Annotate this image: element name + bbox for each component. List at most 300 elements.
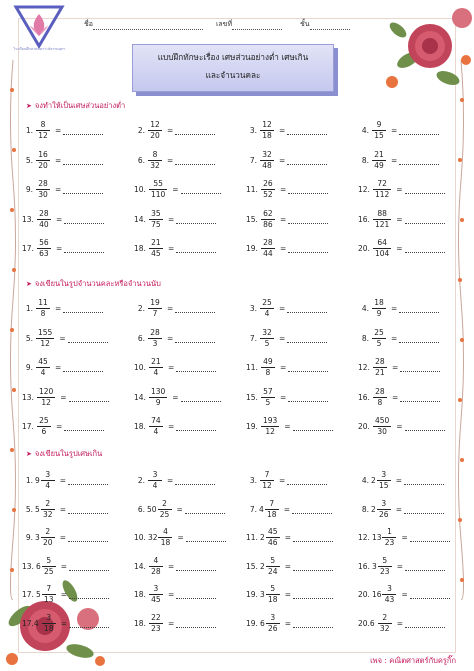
numerator: 25 bbox=[262, 298, 272, 307]
denominator: 24 bbox=[267, 566, 278, 576]
answer-blank[interactable] bbox=[69, 619, 109, 628]
item-number: 16. bbox=[358, 392, 370, 402]
denominator: 45 bbox=[151, 249, 161, 258]
numerator: 3 bbox=[46, 612, 52, 622]
answer-blank[interactable] bbox=[399, 304, 439, 313]
answer-blank[interactable] bbox=[63, 156, 103, 165]
equals-sign: = bbox=[283, 504, 291, 514]
answer-blank[interactable] bbox=[186, 533, 226, 542]
class-label: ชั้น bbox=[300, 20, 310, 28]
numerator: 3 bbox=[381, 498, 387, 508]
denominator: 26 bbox=[267, 623, 278, 633]
answer-blank[interactable] bbox=[175, 126, 215, 135]
fraction bbox=[267, 556, 279, 577]
denominator: 4 bbox=[40, 368, 46, 377]
equals-sign: = bbox=[167, 476, 174, 485]
fraction bbox=[261, 328, 273, 349]
denominator: 23 bbox=[151, 623, 161, 633]
item-number: 3. bbox=[249, 126, 257, 135]
exercise-item bbox=[22, 179, 103, 200]
exercise-item bbox=[134, 150, 215, 171]
answer-blank[interactable] bbox=[288, 185, 328, 194]
denominator: 75 bbox=[151, 219, 161, 229]
exercise-item bbox=[246, 328, 327, 349]
numerator: 9 bbox=[376, 120, 382, 129]
numerator: 3 bbox=[387, 584, 392, 593]
whole-number: 50 bbox=[147, 504, 157, 514]
equals-sign: = bbox=[279, 214, 287, 224]
item-number: 1. bbox=[25, 304, 33, 313]
answer-blank[interactable] bbox=[400, 363, 440, 372]
answer-blank[interactable] bbox=[175, 334, 215, 343]
answer-blank[interactable] bbox=[405, 244, 445, 253]
fraction bbox=[373, 328, 385, 349]
denominator: 86 bbox=[263, 219, 273, 229]
denominator: 40 bbox=[39, 219, 49, 229]
numerator: 28 bbox=[375, 357, 385, 366]
fraction bbox=[262, 209, 274, 230]
fraction bbox=[261, 298, 273, 319]
exercise-item bbox=[22, 584, 109, 605]
exercise-item bbox=[22, 209, 104, 230]
section-title-1 bbox=[26, 100, 125, 112]
answer-blank[interactable] bbox=[176, 363, 216, 372]
whole-number: 3 bbox=[371, 561, 377, 571]
item-number: 16. bbox=[358, 214, 370, 224]
exercise-item bbox=[134, 613, 216, 634]
exercise-item bbox=[22, 357, 103, 378]
denominator: 46 bbox=[267, 538, 278, 547]
answer-blank[interactable] bbox=[293, 422, 333, 431]
equals-sign: = bbox=[391, 155, 398, 165]
equals-sign: = bbox=[396, 185, 403, 194]
denominator: 26 bbox=[379, 509, 389, 519]
exercise-item bbox=[246, 179, 328, 200]
equals-sign: = bbox=[59, 476, 67, 485]
answer-blank[interactable] bbox=[405, 185, 445, 194]
item-number: 15. bbox=[246, 214, 258, 224]
item-number: 8. bbox=[361, 504, 369, 514]
answer-blank[interactable] bbox=[293, 590, 333, 599]
answer-blank[interactable] bbox=[399, 126, 439, 135]
answer-blank[interactable] bbox=[293, 562, 333, 571]
fraction bbox=[150, 179, 166, 200]
numerator: 26 bbox=[263, 179, 273, 188]
denominator: 44 bbox=[263, 249, 273, 258]
item-number: 19. bbox=[246, 244, 258, 253]
equals-sign: = bbox=[396, 422, 403, 431]
item-number: 13. bbox=[22, 214, 34, 224]
fraction bbox=[374, 179, 390, 200]
numerator: 8 bbox=[152, 149, 158, 159]
denominator: 18 bbox=[43, 623, 54, 633]
item-number: 9. bbox=[25, 533, 33, 542]
exercise-item bbox=[246, 387, 328, 408]
exercise-item bbox=[358, 584, 450, 605]
numerator: 28 bbox=[39, 208, 49, 218]
exercise-item bbox=[22, 499, 108, 520]
numerator: 2 bbox=[45, 498, 51, 508]
numerator: 56 bbox=[39, 238, 49, 247]
fraction bbox=[38, 238, 50, 259]
numerator: 25 bbox=[39, 416, 49, 425]
fraction bbox=[42, 470, 54, 491]
answer-blank[interactable] bbox=[400, 393, 440, 402]
item-number: 8. bbox=[361, 155, 369, 165]
numerator: 55 bbox=[153, 179, 163, 188]
answer-blank[interactable] bbox=[293, 533, 333, 542]
fraction bbox=[43, 613, 55, 634]
answer-blank[interactable] bbox=[64, 244, 104, 253]
fraction bbox=[37, 328, 53, 349]
answer-blank[interactable] bbox=[288, 215, 328, 224]
answer-blank[interactable] bbox=[175, 304, 215, 313]
answer-blank[interactable] bbox=[176, 562, 216, 571]
answer-blank[interactable] bbox=[185, 505, 225, 514]
exercise-item bbox=[358, 556, 445, 577]
numerator: 5 bbox=[270, 555, 276, 565]
equals-sign: = bbox=[167, 363, 175, 372]
fraction bbox=[37, 150, 49, 171]
fraction bbox=[38, 387, 54, 408]
fraction bbox=[383, 584, 395, 605]
exercise-item bbox=[134, 527, 226, 548]
fraction bbox=[150, 613, 162, 634]
whole-number: 5 bbox=[35, 590, 41, 599]
exercise-item bbox=[134, 556, 216, 577]
whole-number: 2 bbox=[371, 476, 376, 485]
fraction bbox=[42, 527, 54, 548]
answer-blank[interactable] bbox=[176, 215, 216, 224]
numerator: 21 bbox=[151, 357, 161, 366]
denominator: 4 bbox=[153, 427, 159, 436]
fraction bbox=[37, 298, 49, 319]
fraction bbox=[43, 584, 55, 605]
answer-blank[interactable] bbox=[288, 393, 328, 402]
equals-sign: = bbox=[167, 244, 175, 253]
answer-blank[interactable] bbox=[405, 422, 445, 431]
numerator: 2 bbox=[45, 527, 51, 536]
equals-sign: = bbox=[60, 392, 67, 402]
item-number: 20. bbox=[358, 244, 370, 253]
numerator: 5 bbox=[382, 555, 388, 565]
denominator: 3 bbox=[152, 338, 158, 348]
denominator: 20 bbox=[38, 160, 48, 170]
whole-number: 3 bbox=[35, 533, 40, 542]
equals-sign: = bbox=[167, 422, 175, 431]
answer-blank[interactable] bbox=[63, 363, 103, 372]
exercise-item bbox=[358, 209, 445, 230]
answer-blank[interactable] bbox=[176, 590, 216, 599]
answer-blank[interactable] bbox=[287, 334, 327, 343]
item-number: 11. bbox=[246, 533, 258, 542]
answer-blank[interactable] bbox=[176, 244, 216, 253]
numerator: 193 bbox=[262, 416, 278, 425]
fraction bbox=[262, 416, 278, 437]
equals-sign: = bbox=[55, 363, 62, 372]
denominator: 28 bbox=[151, 566, 161, 576]
item-number: 10. bbox=[134, 533, 146, 542]
item-number: 2. bbox=[137, 304, 145, 313]
equals-sign: = bbox=[55, 244, 63, 253]
exercise-item bbox=[358, 387, 440, 408]
fraction bbox=[374, 387, 386, 408]
fraction bbox=[261, 470, 273, 491]
answer-blank[interactable] bbox=[68, 476, 108, 485]
exercise-item bbox=[22, 120, 103, 141]
fraction bbox=[149, 120, 161, 141]
answer-blank[interactable] bbox=[288, 363, 328, 372]
item-number: 4. bbox=[361, 304, 369, 313]
item-number: 6. bbox=[137, 155, 145, 165]
equals-sign: = bbox=[60, 618, 67, 628]
fraction bbox=[150, 209, 162, 230]
fraction bbox=[150, 357, 162, 378]
title-line-1: แบบฝึกทักษะเรื่อง เศษส่วนอย่างต่ำ เศษเกิน bbox=[157, 52, 309, 62]
exercise-item bbox=[134, 584, 216, 605]
denominator: 20 bbox=[150, 131, 160, 140]
equals-sign: = bbox=[279, 476, 286, 485]
item-number: 18. bbox=[134, 590, 146, 599]
answer-blank[interactable] bbox=[404, 505, 444, 514]
whole-number: 5 bbox=[35, 504, 40, 514]
exercise-item bbox=[358, 179, 445, 200]
denominator: 13 bbox=[43, 595, 54, 604]
equals-sign: = bbox=[279, 244, 287, 253]
numerator: 32 bbox=[262, 149, 272, 159]
answer-blank[interactable] bbox=[176, 619, 216, 628]
fraction bbox=[38, 416, 50, 437]
denominator: 25 bbox=[159, 509, 170, 519]
answer-blank[interactable] bbox=[181, 393, 221, 402]
denominator: 23 bbox=[384, 538, 395, 547]
item-number: 7. bbox=[249, 333, 257, 343]
whole-number: 6 bbox=[35, 561, 41, 571]
item-number: 19. bbox=[246, 618, 258, 628]
denominator: 121 bbox=[374, 219, 390, 229]
fraction bbox=[267, 527, 279, 548]
answer-blank[interactable] bbox=[68, 334, 108, 343]
equals-sign: = bbox=[60, 590, 68, 599]
answer-blank[interactable] bbox=[175, 476, 215, 485]
answer-blank[interactable] bbox=[63, 126, 103, 135]
worksheet-title bbox=[132, 44, 334, 92]
numerator: 2 bbox=[162, 498, 167, 508]
fraction bbox=[262, 179, 274, 200]
item-number: 9. bbox=[25, 185, 33, 194]
fraction bbox=[159, 527, 171, 548]
numerator: 19 bbox=[150, 298, 160, 307]
section-title-text: จงทำให้เป็นเศษส่วนอย่างต่ำ bbox=[34, 101, 126, 110]
answer-blank[interactable] bbox=[399, 334, 439, 343]
class-field bbox=[300, 19, 350, 30]
item-number: 10. bbox=[134, 185, 146, 194]
fraction bbox=[379, 556, 391, 577]
equals-sign: = bbox=[59, 533, 67, 542]
numerator: 21 bbox=[374, 149, 384, 159]
denominator: 18 bbox=[267, 595, 278, 604]
whole-number: 3 bbox=[259, 590, 265, 599]
answer-blank[interactable] bbox=[399, 156, 439, 165]
denominator: 30 bbox=[377, 427, 387, 436]
equals-sign: = bbox=[59, 504, 67, 514]
answer-blank[interactable] bbox=[181, 185, 221, 194]
arrow-icon: ➤ bbox=[26, 102, 32, 110]
equals-sign: = bbox=[284, 422, 291, 431]
equals-sign: = bbox=[279, 126, 286, 135]
answer-blank[interactable] bbox=[405, 619, 445, 628]
equals-sign: = bbox=[396, 244, 403, 253]
equals-sign: = bbox=[59, 333, 66, 343]
numerator: 88 bbox=[377, 208, 387, 218]
exercise-item bbox=[134, 238, 216, 259]
item-number: 20.6 bbox=[358, 618, 375, 628]
equals-sign: = bbox=[284, 561, 292, 571]
denominator: 63 bbox=[39, 249, 49, 258]
exercise-item bbox=[22, 416, 104, 437]
left-vine-decoration bbox=[8, 60, 18, 600]
exercise-item bbox=[358, 298, 439, 319]
numerator: 7 bbox=[264, 470, 270, 479]
equals-sign: = bbox=[167, 333, 174, 343]
answer-blank[interactable] bbox=[405, 562, 445, 571]
exercise-item bbox=[358, 150, 439, 171]
exercise-item bbox=[22, 613, 109, 634]
exercise-item bbox=[358, 357, 440, 378]
equals-sign: = bbox=[279, 304, 286, 313]
equals-sign: = bbox=[391, 363, 399, 372]
answer-blank[interactable] bbox=[68, 505, 108, 514]
equals-sign: = bbox=[167, 155, 174, 165]
numerator: 22 bbox=[151, 612, 161, 622]
answer-blank[interactable] bbox=[69, 562, 109, 571]
denominator: 110 bbox=[150, 190, 166, 199]
arrow-icon: ➤ bbox=[26, 280, 32, 288]
answer-blank[interactable] bbox=[292, 505, 332, 514]
answer-blank[interactable] bbox=[68, 533, 108, 542]
item-number: 5. bbox=[25, 155, 33, 165]
equals-sign: = bbox=[55, 422, 63, 431]
denominator: 112 bbox=[374, 190, 390, 199]
answer-blank[interactable] bbox=[404, 476, 444, 485]
item-number: 13. bbox=[22, 561, 34, 571]
answer-blank[interactable] bbox=[293, 619, 333, 628]
item-number: 14. bbox=[134, 561, 146, 571]
section-title-2 bbox=[26, 278, 161, 290]
answer-blank[interactable] bbox=[64, 215, 104, 224]
answer-blank[interactable] bbox=[64, 422, 104, 431]
equals-sign: = bbox=[55, 214, 63, 224]
numerator: 11 bbox=[38, 298, 48, 307]
fraction bbox=[150, 416, 162, 437]
name-label: ชื่อ bbox=[84, 20, 93, 28]
exercise-item bbox=[358, 470, 444, 491]
equals-sign: = bbox=[55, 304, 62, 313]
answer-blank[interactable] bbox=[176, 422, 216, 431]
item-number: 12. bbox=[358, 533, 370, 542]
exercise-item bbox=[134, 298, 215, 319]
answer-blank[interactable] bbox=[175, 156, 215, 165]
answer-blank[interactable] bbox=[69, 590, 109, 599]
answer-blank[interactable] bbox=[288, 244, 328, 253]
fraction bbox=[267, 613, 279, 634]
fraction bbox=[37, 120, 49, 141]
denominator: 43 bbox=[384, 595, 395, 604]
whole-number: 2 bbox=[259, 533, 265, 542]
exercise-item bbox=[358, 416, 445, 437]
equals-sign: = bbox=[284, 590, 292, 599]
exercise-item bbox=[134, 179, 221, 200]
denominator: 21 bbox=[375, 368, 385, 377]
equals-sign: = bbox=[284, 533, 292, 542]
answer-blank[interactable] bbox=[63, 185, 103, 194]
item-number: 14. bbox=[134, 214, 146, 224]
denominator: 4 bbox=[152, 481, 158, 490]
denominator: 8 bbox=[265, 368, 271, 377]
equals-sign: = bbox=[176, 504, 183, 514]
denominator: 12 bbox=[40, 338, 50, 348]
answer-blank[interactable] bbox=[287, 126, 327, 135]
denominator: 5 bbox=[265, 397, 271, 407]
numerator: 8 bbox=[40, 120, 46, 129]
numerator: 3 bbox=[270, 612, 276, 622]
answer-blank[interactable] bbox=[287, 156, 327, 165]
exercise-item bbox=[134, 387, 221, 408]
arrow-icon: ➤ bbox=[26, 450, 32, 458]
item-number: 2. bbox=[137, 126, 145, 135]
exercise-item bbox=[22, 470, 108, 491]
title-line-2: และจำนวนคละ bbox=[205, 70, 261, 80]
answer-blank[interactable] bbox=[410, 533, 450, 542]
section-title-text: จงเขียนในรูปจำนวนคละหรือจำนวนนับ bbox=[34, 279, 161, 288]
denominator: 12 bbox=[38, 131, 48, 140]
item-number: 3. bbox=[249, 476, 257, 485]
numerator: 28 bbox=[375, 386, 385, 396]
numerator: 28 bbox=[38, 179, 48, 188]
answer-blank[interactable] bbox=[405, 215, 445, 224]
equals-sign: = bbox=[279, 333, 286, 343]
numerator: 3 bbox=[152, 470, 158, 479]
equals-sign: = bbox=[391, 392, 399, 402]
denominator: 15 bbox=[374, 131, 384, 140]
equals-sign: = bbox=[167, 590, 175, 599]
numerator: 25 bbox=[374, 327, 384, 337]
denominator: 9 bbox=[376, 309, 382, 318]
fraction bbox=[374, 416, 390, 437]
equals-sign: = bbox=[396, 214, 403, 224]
answer-blank[interactable] bbox=[287, 476, 327, 485]
numerator: 32 bbox=[262, 327, 272, 337]
answer-blank[interactable] bbox=[410, 590, 450, 599]
denominator: 25 bbox=[43, 566, 54, 576]
item-number: 11. bbox=[246, 185, 258, 194]
fraction bbox=[373, 120, 385, 141]
numerator: 49 bbox=[263, 357, 273, 366]
item-number: 20. bbox=[358, 422, 370, 431]
fraction bbox=[150, 584, 162, 605]
denominator: 12 bbox=[41, 397, 51, 407]
denominator: 18 bbox=[267, 509, 277, 519]
top-right-rose-decoration bbox=[378, 0, 474, 96]
fraction bbox=[373, 298, 385, 319]
equals-sign: = bbox=[279, 363, 287, 372]
answer-blank[interactable] bbox=[287, 304, 327, 313]
answer-blank[interactable] bbox=[69, 393, 109, 402]
exercise-item bbox=[358, 328, 439, 349]
section-title-text: จงเขียนในรูปเศษเกิน bbox=[34, 449, 103, 458]
exercise-item bbox=[358, 527, 450, 548]
answer-blank[interactable] bbox=[63, 304, 103, 313]
